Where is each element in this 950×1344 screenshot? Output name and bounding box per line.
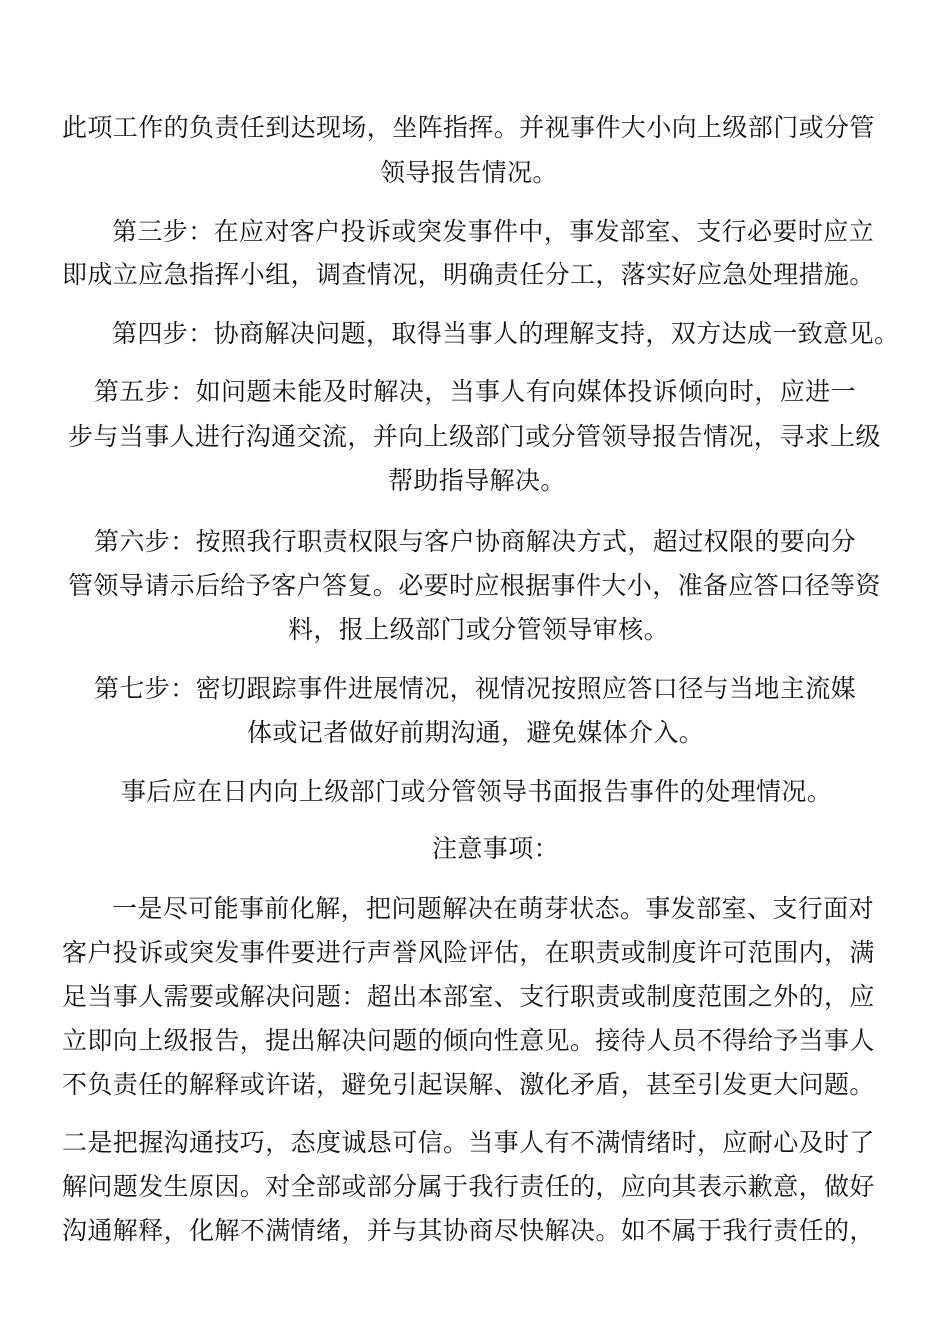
text-line: 第六步：按照我行职责权限与客户协商解决方式，超过权限的要向分 bbox=[94, 527, 857, 556]
text-line: 领导报告情况。 bbox=[380, 158, 558, 187]
text-line: 此项工作的负责任到达现场，坐阵指挥。并视事件大小向上级部门或分管 bbox=[62, 113, 875, 142]
text-line: 管领导请示后给予客户答复。必要时应根据事件大小，准备应答口径等资 bbox=[68, 571, 881, 600]
text-line: 解问题发生原因。对全部或部分属于我行责任的，应向其表示歉意，做好 bbox=[62, 1172, 875, 1201]
section-heading: 注意事项： bbox=[432, 834, 560, 863]
text-line: 体或记者做好前期沟通，避免媒体介入。 bbox=[247, 718, 705, 747]
text-line: 一是尽可能事前化解，把问题解决在萌芽状态。事发部室、支行面对 bbox=[112, 894, 875, 923]
text-line: 第四步：协商解决问题，取得当事人的理解支持，双方达成一致意见。 bbox=[112, 319, 900, 348]
text-line: 第五步：如问题未能及时解决，当事人有向媒体投诉倾向时，应进一 bbox=[94, 377, 857, 406]
text-line: 立即向上级报告，提出解决问题的倾向性意见。接待人员不得给予当事人 bbox=[62, 1026, 875, 1055]
text-line: 客户投诉或突发事件要进行声誉风险评估，在职责或制度许可范围内，满 bbox=[62, 938, 875, 967]
text-line: 二是把握沟通技巧，态度诚恳可信。当事人有不满情绪时，应耐心及时了 bbox=[62, 1128, 875, 1157]
text-line: 即成立应急指挥小组，调查情况，明确责任分工，落实好应急处理措施。 bbox=[62, 260, 875, 289]
text-line: 第七步：密切跟踪事件进展情况，视情况按照应答口径与当地主流媒 bbox=[94, 674, 857, 703]
text-line: 料，报上级部门或分管领导审核。 bbox=[288, 615, 670, 644]
text-line: 足当事人需要或解决问题：超出本部室、支行职责或制度范围之外的，应 bbox=[62, 982, 875, 1011]
text-line: 沟通解释，化解不满情绪，并与其协商尽快解决。如不属于我行责任的， bbox=[62, 1216, 875, 1245]
text-line: 不负责任的解释或许诺，避免引起误解、激化矛盾，甚至引发更大问题。 bbox=[62, 1070, 875, 1099]
text-line: 事后应在日内向上级部门或分管领导书面报告事件的处理情况。 bbox=[121, 777, 833, 806]
text-line: 帮助指导解决。 bbox=[388, 466, 566, 495]
text-line: 第三步：在应对客户投诉或突发事件中，事发部室、支行必要时应立 bbox=[112, 217, 875, 246]
text-line: 步与当事人进行沟通交流，并向上级部门或分管领导报告情况，寻求上级 bbox=[68, 422, 881, 451]
